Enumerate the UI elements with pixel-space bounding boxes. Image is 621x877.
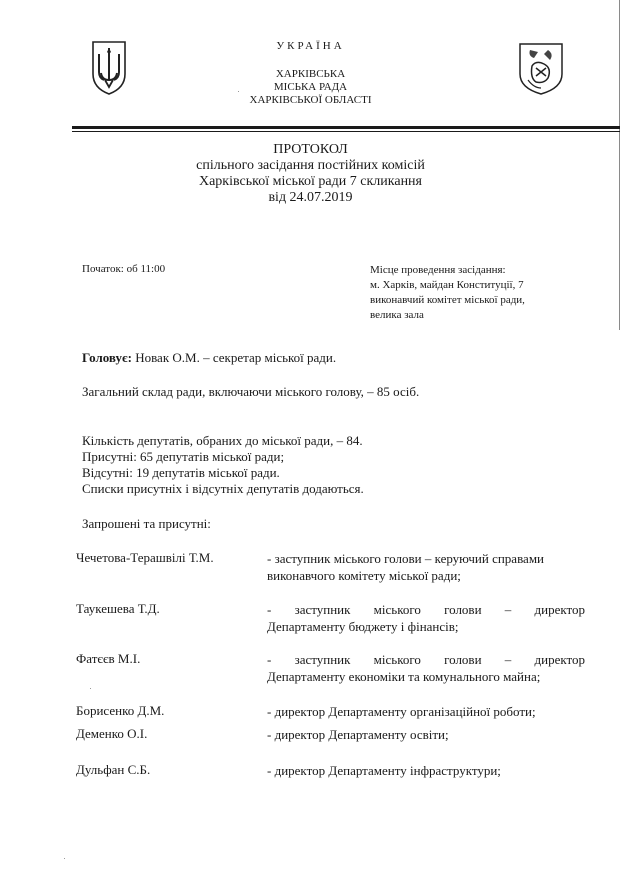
- invited-name: Фатєєв М.І.: [76, 651, 141, 666]
- header-divider: [72, 126, 620, 129]
- position-line: - заступник міського голови – директор: [267, 652, 585, 667]
- place-line: виконавчий комітет міської ради,: [370, 294, 525, 306]
- council-name-line: ХАРКІВСЬКА: [275, 68, 346, 80]
- council-name: [0, 68, 621, 107]
- attendance-lists: Списки присутніх і відсутніх депутатів додаються.: [82, 481, 364, 496]
- country-name: УКРАЇНА: [276, 40, 345, 52]
- meeting-place: [370, 263, 525, 323]
- position-line: Департаменту економіки та комунального майна;: [267, 669, 541, 684]
- invited-position: [267, 726, 585, 743]
- invited-position: [267, 703, 585, 720]
- title-heading: ПРОТОКОЛ: [273, 142, 348, 157]
- invited-position: [267, 550, 585, 584]
- position-line: - заступник міського голови – керуючий справами: [267, 551, 544, 566]
- place-line: м. Харків, майдан Конституції, 7: [370, 279, 524, 291]
- title-date: від 24.07.2019: [268, 190, 353, 205]
- invited-position: [267, 651, 585, 685]
- chair-text: Новак О.М. – секретар міської ради.: [131, 350, 337, 365]
- scan-speck: [238, 91, 239, 92]
- composition-line: Загальний склад ради, включаючи міського голову, – 85 осіб.: [82, 384, 420, 399]
- position-line: Департаменту бюджету і фінансів;: [267, 619, 459, 634]
- place-line: велика зала: [370, 309, 424, 321]
- title-line: спільного засідання постійних комісій: [196, 158, 425, 173]
- invited-position: [267, 601, 585, 635]
- council-name-line: ХАРКІВСЬКОЇ ОБЛАСТІ: [249, 94, 372, 106]
- place-line: Місце проведення засідання:: [370, 264, 506, 276]
- position-line: виконавчого комітету міської ради;: [267, 568, 461, 583]
- scan-speck: [90, 688, 91, 689]
- position-line: - директор Департаменту організаційної роботи;: [267, 704, 536, 719]
- attendance-elected: Кількість депутатів, обраних до міської ради, – 84.: [82, 433, 363, 448]
- invited-name: Дульфан С.Б.: [76, 762, 151, 777]
- council-name-line: МІСЬКА РАДА: [273, 81, 348, 93]
- chair-line: [82, 350, 336, 366]
- position-line: - директор Департаменту освіти;: [267, 727, 449, 742]
- document-title: [0, 142, 621, 206]
- position-line: - заступник міського голови – директор: [267, 602, 585, 617]
- chair-label: Головує:: [82, 350, 132, 365]
- scan-speck: [64, 858, 65, 859]
- position-line: - директор Департаменту інфраструктури;: [267, 763, 501, 778]
- title-line: Харківської міської ради 7 скликання: [198, 174, 422, 189]
- attendance-absent: Відсутні: 19 депутатів міської ради.: [82, 465, 280, 480]
- meeting-start-time: Початок: об 11:00: [82, 263, 166, 275]
- attendance-present: Присутні: 65 депутатів міської ради;: [82, 449, 285, 464]
- invited-name: Борисенко Д.М.: [76, 703, 165, 718]
- attendance-block: [82, 433, 364, 497]
- invited-position: [267, 762, 585, 779]
- invited-label: Запрошені та присутні:: [82, 516, 211, 531]
- invited-name: Чечетова-Терашвілі Т.М.: [76, 550, 214, 565]
- header-divider-thin: [72, 131, 620, 132]
- invited-name: Деменко О.І.: [76, 726, 148, 741]
- invited-name: Таукешева Т.Д.: [76, 601, 160, 616]
